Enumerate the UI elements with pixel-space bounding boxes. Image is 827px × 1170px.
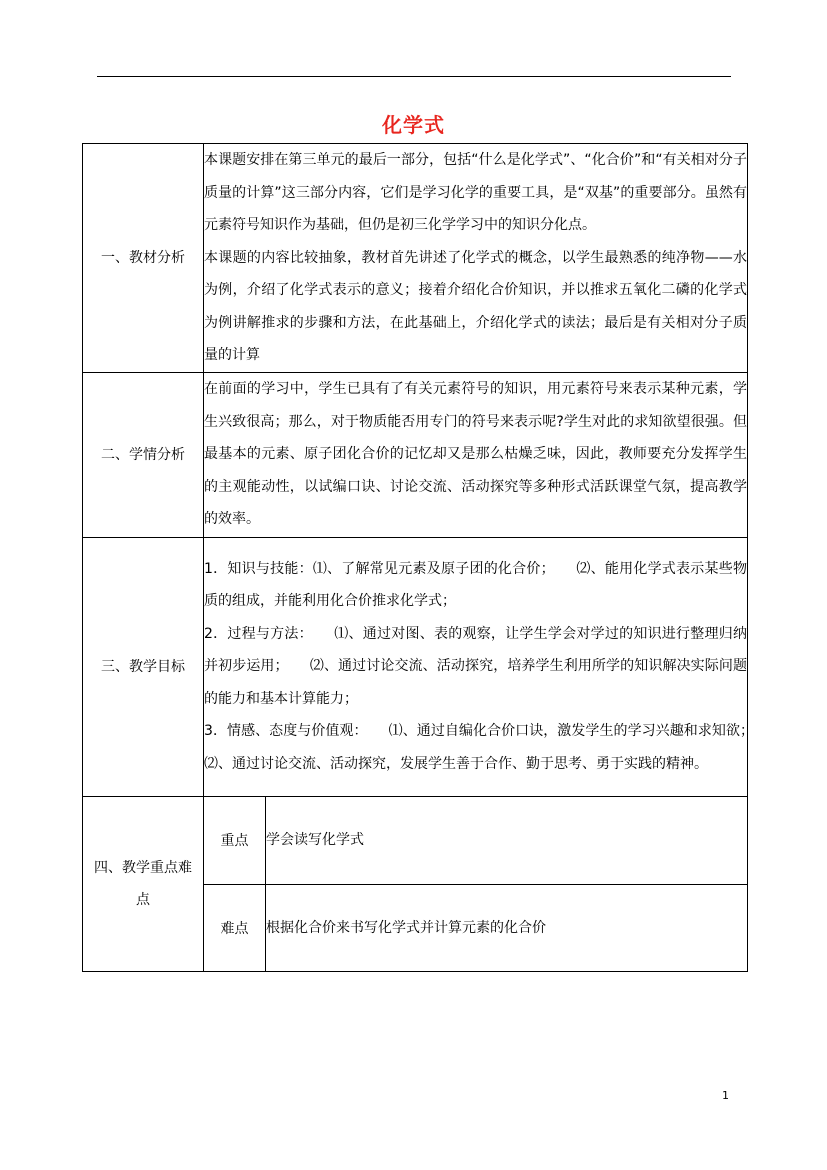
page-number: 1 xyxy=(722,1089,729,1102)
row-label-text: 四、教学重点难点 xyxy=(94,859,192,908)
document-title: 化学式 xyxy=(382,113,445,137)
row-label-key-difficult-points xyxy=(83,796,204,971)
row-label-learner-analysis xyxy=(83,372,204,537)
objective-paragraph: 2．过程与方法： ⑴、通过对图、表的观察，让学生学会对学过的知识进行整理归纳并初步运用； ⑵、通过讨论交流、活动探究，培养学生利用所学的知识解决实际问题的能力和基本计算能力； xyxy=(204,625,747,707)
objective-paragraph: 1．知识与技能：⑴、了解常见元素及原子团的化合价； ⑵、能用化学式表示某些物质的组成，并能利用化合价推求化学式； xyxy=(204,560,747,610)
row-content-teaching-objectives xyxy=(204,537,775,796)
focus-label: 重点 xyxy=(204,796,266,884)
difficulty-label: 难点 xyxy=(204,884,266,971)
focus-content: 学会读写化学式 xyxy=(266,796,748,884)
objective-paragraph: 3．情感、态度与价值观： ⑴、通过自编化合价口诀，激发学生的学习兴趣和求知欲； ⑵、通过讨论交流、活动探究，发展学生善于合作、勤于思考、勇于实践的精神。 xyxy=(204,723,775,772)
row-content-learner-analysis xyxy=(204,372,748,537)
row-label-text: 一、教材分析 xyxy=(101,249,185,266)
table-row-teaching-objectives xyxy=(83,537,748,796)
table-row-key-points xyxy=(83,796,748,884)
difficulty-content: 根据化合价来书写化学式并计算元素的化合价 xyxy=(266,884,748,971)
row-label-text: 三、教学目标 xyxy=(101,658,185,675)
row-content-textbook-analysis xyxy=(204,144,748,373)
header-rule xyxy=(97,76,731,77)
row-label-text: 二、学情分析 xyxy=(101,446,185,463)
table-row-textbook-analysis xyxy=(83,144,748,373)
content-paragraph: 在前面的学习中，学生已具有了有关元素符号的知识，用元素符号来表示某种元素，学生兴致很高；那么，对于物质能否用专门的符号来表示呢?学生对此的求知欲望很强。但最基本的元素、原子团化合价的记忆却又是那么枯燥乏味，因此，教师要充分发挥学生的主观能动性，以试编口诀、讨论交流、活动探究等多种形式活跃课堂气氛，提高教学的效率。 xyxy=(204,381,747,528)
table-row-learner-analysis xyxy=(83,372,748,537)
row-label-teaching-objectives xyxy=(83,537,204,796)
content-paragraph: 本课题安排在第三单元的最后一部分，包括“什么是化学式”、“化合价”和“有关相对分子质量的计算”这三部分内容，它们是学习化学的重要工具，是“双基”的重要部分。虽然有元素符号知识作为基础，但仍是初三化学学习中的知识分化点。 xyxy=(204,152,747,233)
lesson-plan-table xyxy=(82,143,775,972)
row-label-textbook-analysis xyxy=(83,144,204,373)
content-paragraph: 本课题的内容比较抽象，教材首先讲述了化学式的概念，以学生最熟悉的纯净物——水为例，介绍了化学式表示的意义；接着介绍化合价知识，并以推求五氧化二磷的化学式为例讲解推求的步骤和方法，在此基础上，介绍化学式的读法；最后是有关相对分子质量的计算 xyxy=(204,249,747,363)
